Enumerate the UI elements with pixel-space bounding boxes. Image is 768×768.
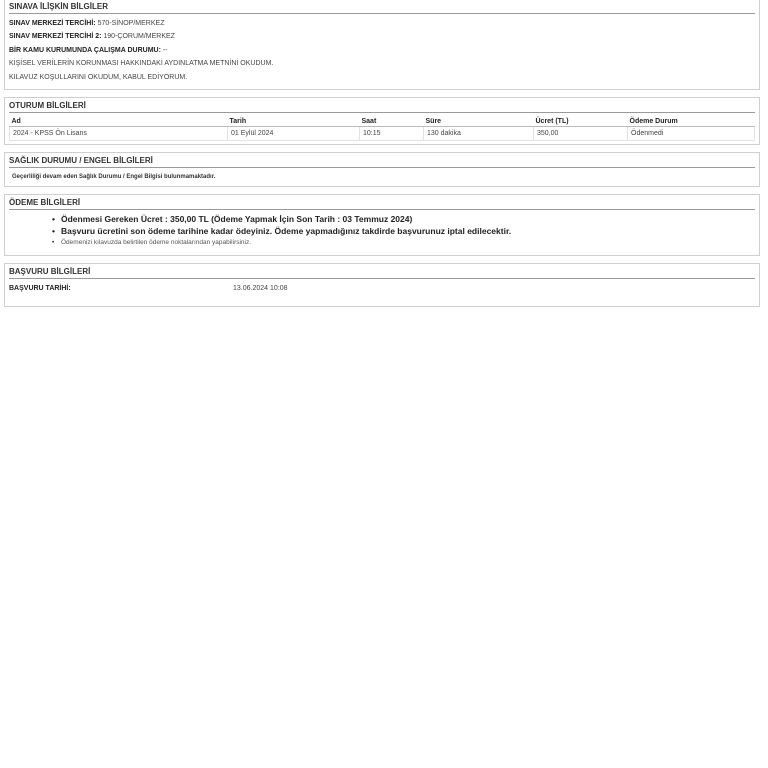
- col-header-time: Saat: [360, 116, 424, 127]
- application-info-panel: [4, 263, 760, 307]
- cell-date: 01 Eylül 2024: [228, 127, 360, 141]
- health-info-panel: [4, 152, 760, 187]
- session-info-title: OTURUM BİLGİLERİ: [9, 100, 755, 113]
- session-table: [9, 116, 755, 141]
- guide-consent-text: KILAVUZ KOŞULLARINI OKUDUM, KABUL EDİYORUM.: [9, 73, 188, 81]
- cell-time: 10:15: [360, 127, 424, 141]
- exam-center-choice-1-label: SINAV MERKEZİ TERCİHİ:: [9, 20, 96, 27]
- public-employment-status: [9, 46, 755, 55]
- col-header-payment-status: Ödeme Durum: [628, 116, 755, 127]
- payment-info-title: ÖDEME BİLGİLERİ: [9, 197, 755, 210]
- exam-center-choice-1-value: 570-SİNOP/MERKEZ: [97, 20, 165, 27]
- health-info-title: SAĞLIK DURUMU / ENGEL BİLGİLERİ: [9, 155, 755, 168]
- payment-info-list: [9, 213, 755, 249]
- exam-center-choice-2-label: SINAV MERKEZİ TERCİHİ 2:: [9, 33, 102, 41]
- health-info-text: Geçerliliği devam eden Sağlık Durumu / Engel Bilgisi bulunmamaktadır.: [12, 174, 216, 180]
- cell-payment-status: Ödenmedi: [628, 127, 755, 141]
- payment-info-panel: [4, 194, 760, 256]
- col-header-date: Tarih: [228, 116, 360, 127]
- kvkk-consent-text: KİŞİSEL VERİLERİN KORUNMASI HAKKINDAKİ AYDINLATMA METNİNİ OKUDUM.: [9, 60, 274, 68]
- session-info-panel: [4, 97, 760, 145]
- cell-fee: 350,00: [534, 127, 628, 141]
- public-employment-status-value: --: [162, 46, 168, 54]
- list-item: • Ödemenizi kılavuzda belirtilen ödeme noktalarından yapabilirsiniz.: [61, 237, 755, 249]
- exam-info-lines: [9, 19, 755, 82]
- exam-info-title: SINAVA İLİŞKİN BİLGİLER: [9, 1, 755, 14]
- session-table-header-row: [10, 116, 755, 127]
- cell-duration: 130 dakika: [424, 127, 534, 141]
- cell-name: 2024 - KPSS Ön Lisans: [10, 127, 228, 141]
- application-info-title: BAŞVURU BİLGİLERİ: [9, 266, 755, 279]
- public-employment-status-label: BİR KAMU KURUMUNDA ÇALIŞMA DURUMU:: [9, 46, 161, 54]
- col-header-duration: Süre: [424, 116, 534, 127]
- exam-center-choice-2: [9, 32, 755, 41]
- application-date-value: 13.06.2024 10:08: [233, 285, 288, 292]
- list-item: • Başvuru ücretini son ödeme tarihine kadar ödeyiniz. Ödeme yapmadığınız takdirde başvurunuz iptal edilecektir.: [61, 225, 755, 237]
- exam-info-panel: [4, 0, 760, 90]
- application-date-label: BAŞVURU TARİHİ:: [9, 285, 71, 292]
- table-row: [10, 127, 755, 141]
- application-date-row: [9, 285, 755, 295]
- list-item: • Ödenmesi Gereken Ücret : 350,00 TL (Ödeme Yapmak İçin Son Tarih : 03 Temmuz 2024): [61, 213, 755, 225]
- col-header-fee: Ücret (TL): [534, 116, 628, 127]
- exam-center-choice-1: [9, 19, 755, 28]
- col-header-name: Ad: [10, 116, 228, 127]
- exam-center-choice-2-value: 190-ÇORUM/MERKEZ: [103, 33, 175, 41]
